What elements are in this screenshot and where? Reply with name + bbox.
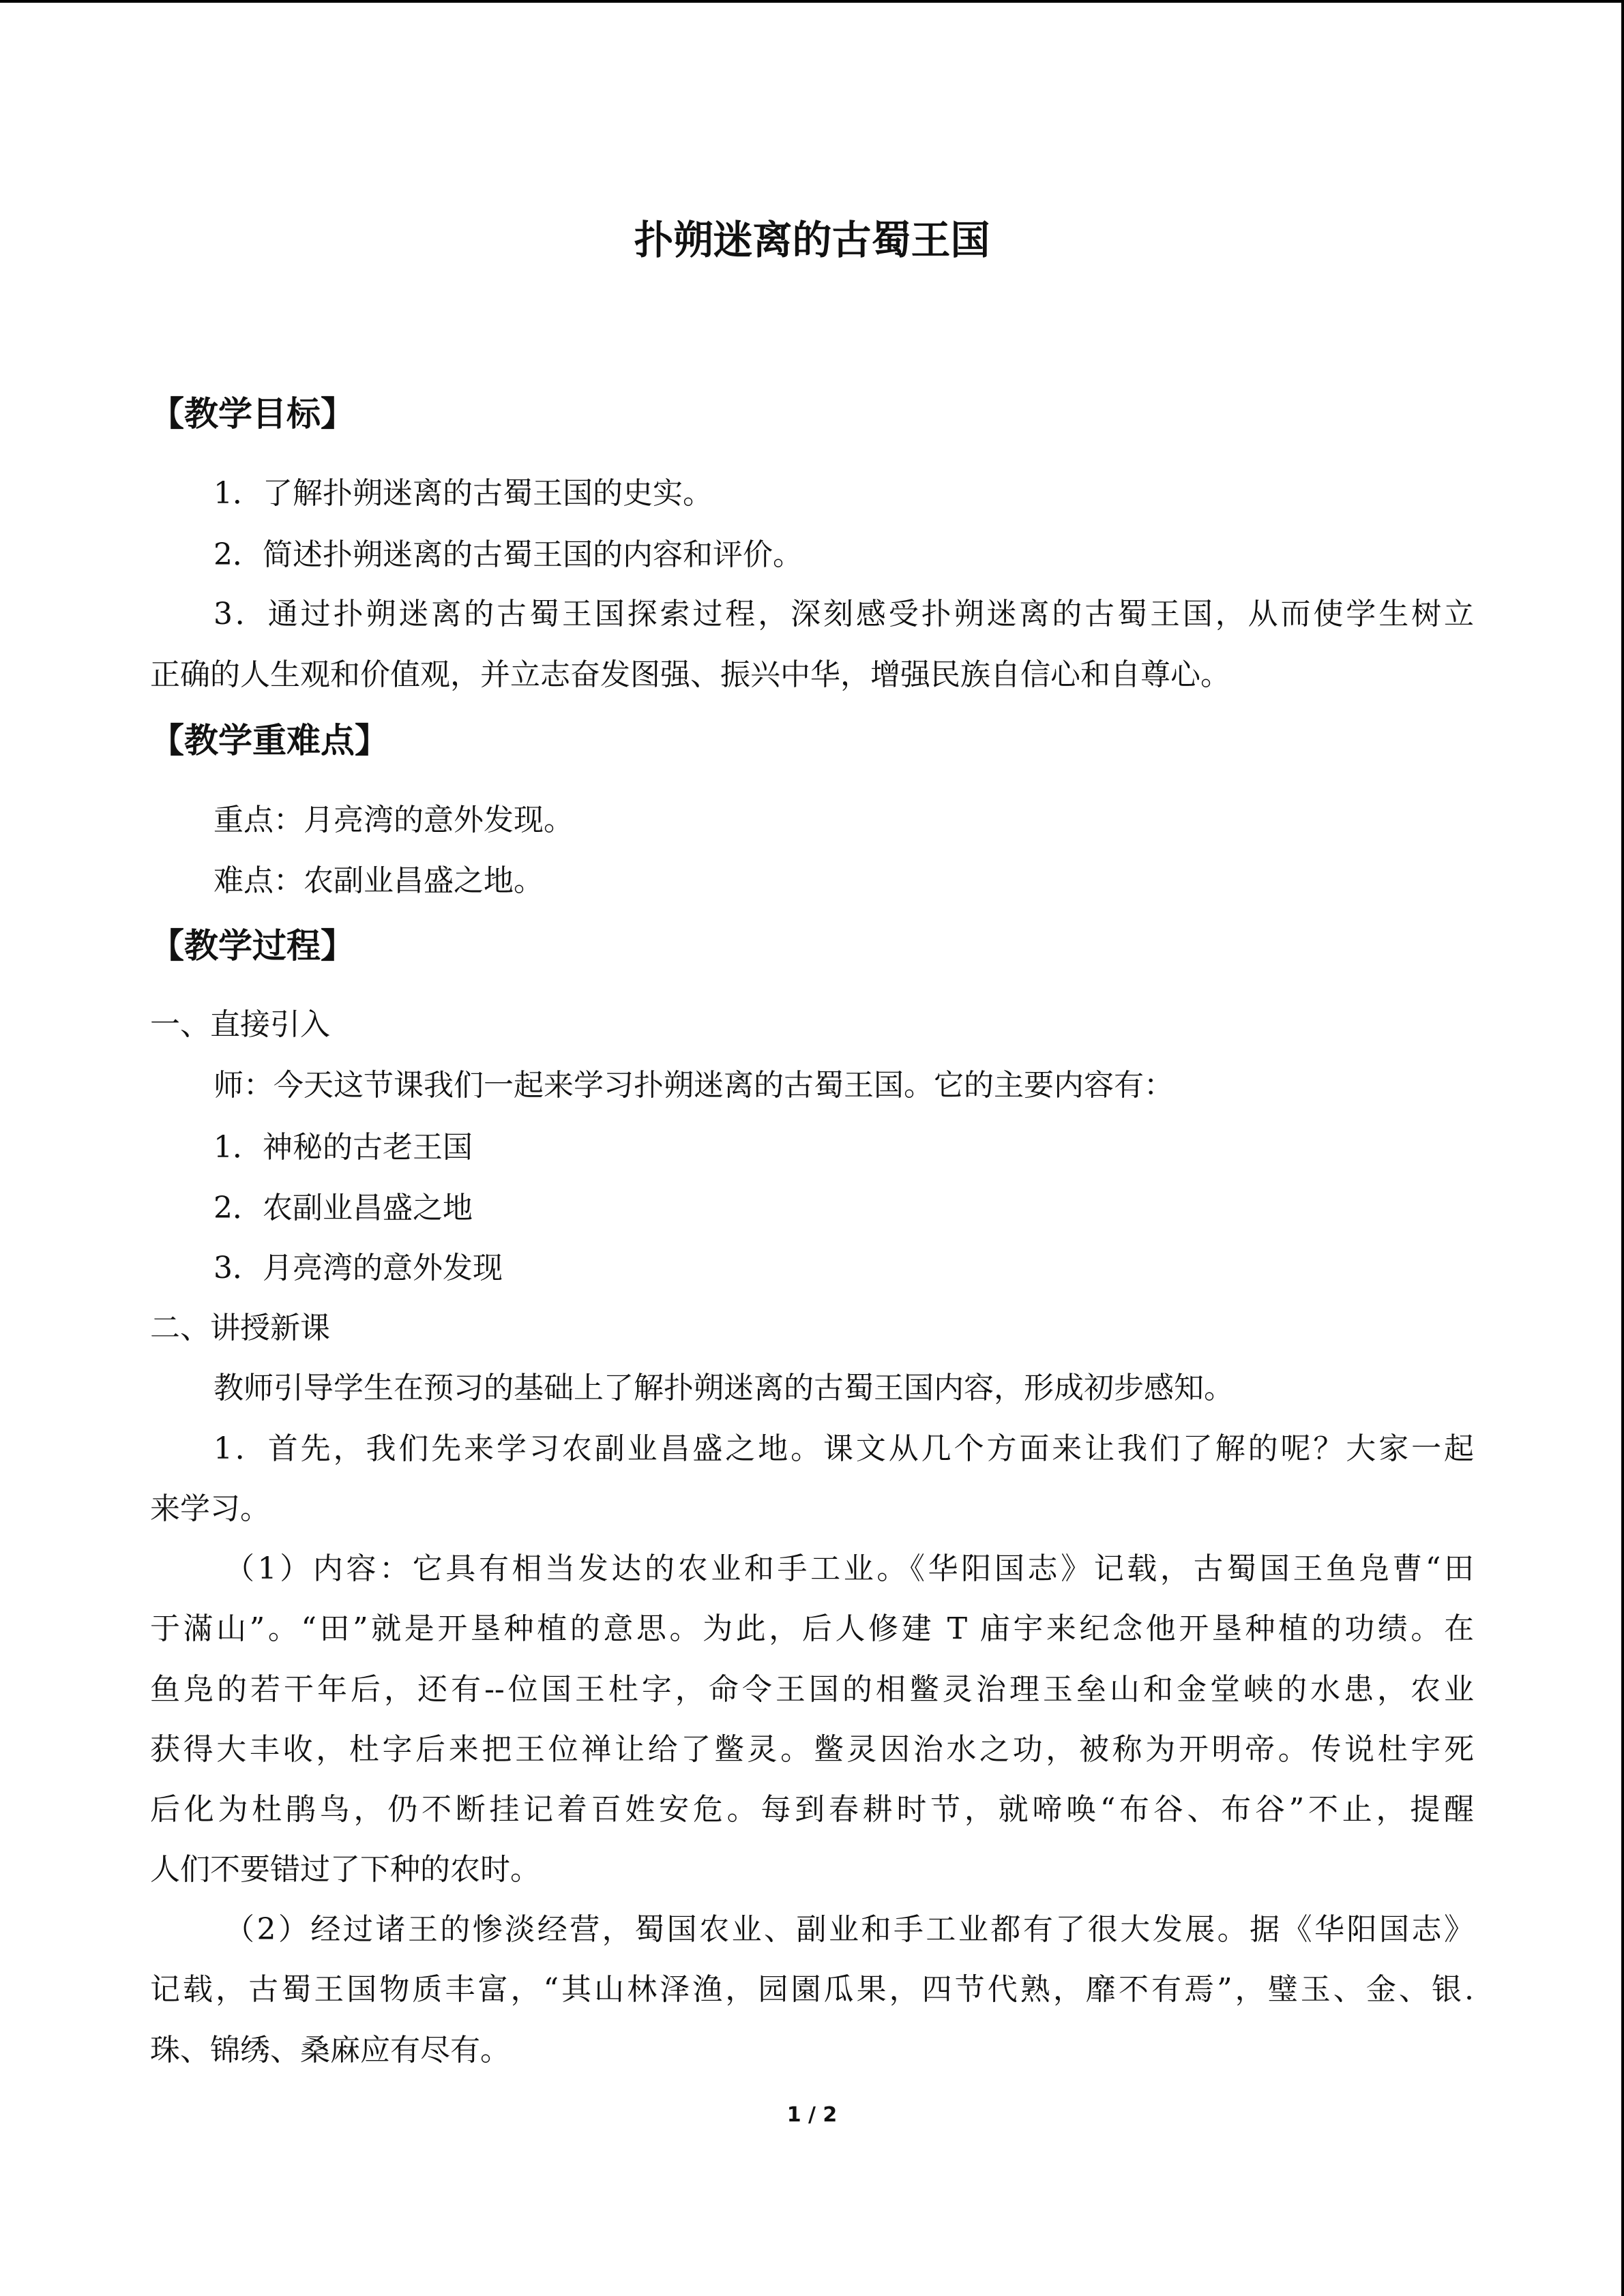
body-line: （2）经过诸王的惨淡经营，蜀国农业、副业和手工业都有了很大发展。据《华阳国志》 [224, 1912, 1474, 1947]
content-list-item: 1．神秘的古老王国 [213, 1130, 473, 1165]
part-intro: 师：今天这节课我们一起来学习扑朔迷离的古蜀王国。它的主要内容有： [213, 1068, 1174, 1103]
body-line: 记载，古蜀王国物质丰富，“其山林泽渔，园園瓜果，四节代熟，靡不有焉”，璧玉、金、银. [150, 1972, 1474, 2007]
content-list-item: 2．农副业昌盛之地 [213, 1191, 473, 1225]
section-heading-process: 【教学过程】 [150, 926, 355, 966]
body-line: （1）内容：它具有相当发达的农业和手工业。《华阳国志》记载，古蜀国王鱼凫曹“田 [224, 1551, 1474, 1586]
body-line: 后化为杜鹃鸟，仍不断挂记着百姓安危。每到春耕时节，就啼唤“布谷、布谷”不止，提醒 [150, 1792, 1474, 1827]
key-point: 重点：月亮湾的意外发现。 [213, 803, 574, 837]
part-intro: 教师引导学生在预习的基础上了解扑朔迷离的古蜀王国内容，形成初步感知。 [213, 1371, 1234, 1405]
body-line: 来学习。 [150, 1491, 270, 1526]
body-line: 获得大丰收，杜字后来把王位禅让给了鳖灵。鳖灵因治水之功，被称为开明帝。传说杜宇死 [150, 1732, 1474, 1767]
content-list-item: 3．月亮湾的意外发现 [213, 1251, 503, 1285]
goal-item: 1．了解扑朔迷离的古蜀王国的史实。 [213, 476, 713, 511]
section-heading-key-points: 【教学重难点】 [150, 721, 389, 760]
page-border-right [1621, 0, 1624, 2296]
body-line: 鱼凫的若干年后，还有--位国王杜字，命令王国的相鳖灵治理玉垒山和金堂峡的水患，农业 [150, 1672, 1474, 1707]
goal-item-continuation: 正确的人生观和价值观，并立志奋发图强、振兴中华，增强民族自信心和自尊心。 [150, 657, 1230, 692]
section-heading-goals: 【教学目标】 [150, 394, 355, 434]
body-line: 于滿山”。“田”就是开垦种植的意思。为此，后人修建 T 庙宇来纪念他开垦种植的功绩。在 [150, 1611, 1474, 1646]
page-number: 1 / 2 [786, 2103, 838, 2127]
difficult-point: 难点：农副业昌盛之地。 [213, 863, 544, 898]
part-title: 二、讲授新课 [150, 1311, 330, 1345]
body-line: 人们不要错过了下种的农时。 [150, 1852, 540, 1887]
body-line: 1．首先，我们先来学习农副业昌盛之地。课文从几个方面来让我们了解的呢？大家一起 [213, 1431, 1474, 1466]
body-line: 珠、锦绣、桑麻应有尽有。 [150, 2033, 510, 2068]
goal-item: 3．通过扑朔迷离的古蜀王国探索过程，深刻感受扑朔迷离的古蜀王国，从而使学生树立 [213, 597, 1474, 631]
page-title: 扑朔迷离的古蜀王国 [634, 217, 990, 263]
page-border-top [0, 0, 1624, 3]
goal-item: 2．简述扑朔迷离的古蜀王国的内容和评价。 [213, 537, 803, 572]
part-title: 一、直接引入 [150, 1007, 330, 1042]
